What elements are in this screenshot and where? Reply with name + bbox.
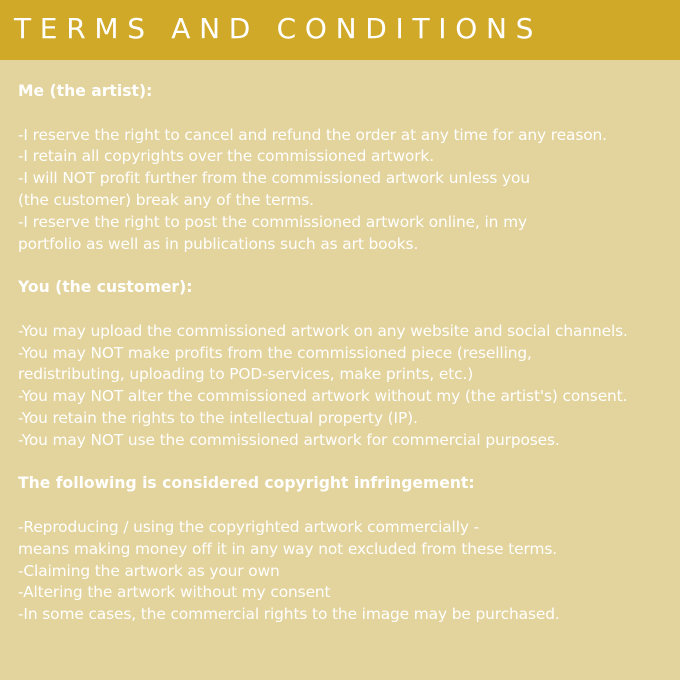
- term-line: redistributing, uploading to POD-services, make prints, etc.): [18, 365, 474, 384]
- term-line: means making money off it in any way not excluded from these terms.: [18, 539, 557, 558]
- term-line: -I retain all copyrights over the commissioned artwork.: [18, 147, 434, 166]
- term-line: -I will NOT profit further from the commissioned artwork unless you: [18, 169, 530, 188]
- section-customer: [18, 277, 673, 451]
- term-line: -I reserve the right to post the commissioned artwork online, in my: [18, 212, 527, 231]
- infringement-terms-list: [18, 517, 673, 626]
- term-line: -Altering the artwork without my consent: [18, 583, 331, 602]
- section-artist: [18, 81, 673, 255]
- section-heading-customer: You (the customer):: [18, 278, 193, 297]
- term-line: -I reserve the right to cancel and refund the order at any time for any reason.: [18, 125, 607, 144]
- term-line: (the customer) break any of the terms.: [18, 190, 314, 209]
- term-line: -Reproducing / using the copyrighted artwork commercially -: [18, 517, 480, 536]
- section-infringement: [18, 473, 673, 626]
- term-line: -You may NOT make profits from the commissioned piece (reselling,: [18, 343, 532, 362]
- term-line: -Claiming the artwork as your own: [18, 561, 280, 580]
- term-line: -You retain the rights to the intellectual property (IP).: [18, 408, 418, 427]
- header-banner: [0, 0, 680, 60]
- artist-terms-list: [18, 125, 673, 256]
- term-line: -You may NOT alter the commissioned artwork without my (the artist's) consent.: [18, 387, 628, 406]
- section-heading-artist: Me (the artist):: [18, 82, 153, 100]
- term-line: -In some cases, the commercial rights to the image may be purchased.: [18, 605, 560, 624]
- terms-content: [18, 81, 673, 626]
- term-line: -You may NOT use the commissioned artwork for commercial purposes.: [18, 430, 560, 449]
- term-line: portfolio as well as in publications such as art books.: [18, 234, 419, 253]
- page-title: TERMS AND CONDITIONS: [14, 12, 543, 45]
- term-line: -You may upload the commissioned artwork on any website and social channels.: [18, 321, 628, 340]
- customer-terms-list: [18, 321, 673, 452]
- section-heading-infringement: The following is considered copyright infringement:: [18, 474, 475, 493]
